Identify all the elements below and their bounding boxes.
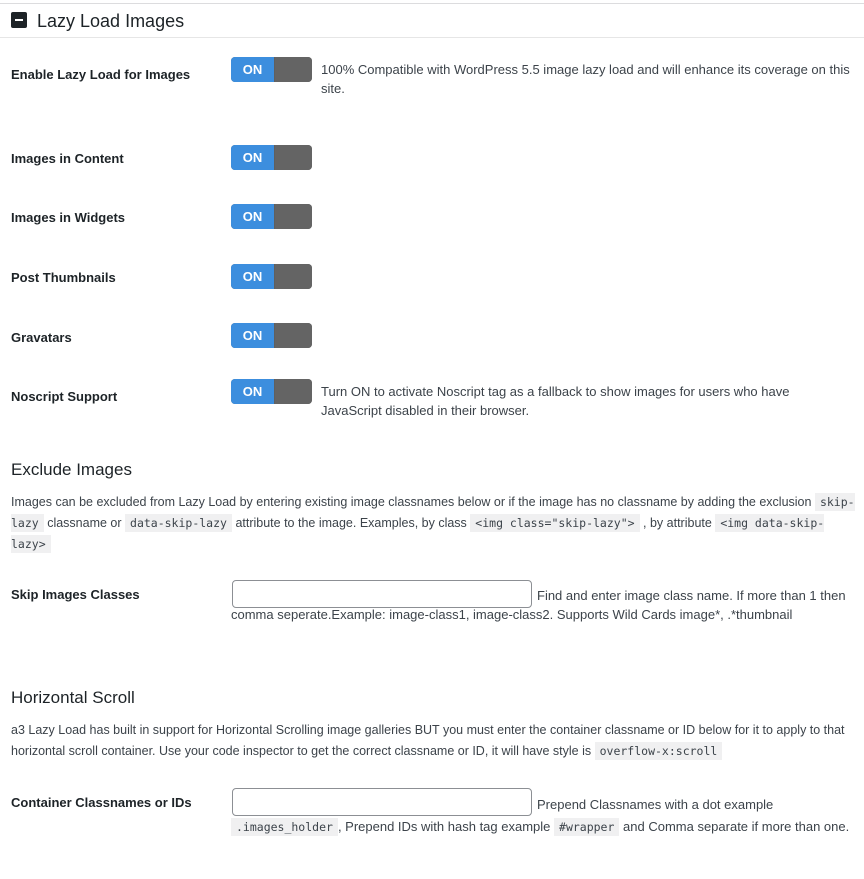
- container-desc-2: , Prepend IDs with hash tag example: [337, 819, 551, 834]
- exclude-images-help: [11, 492, 856, 555]
- code-class-example: <img class="skip-lazy">: [470, 514, 639, 532]
- enable-lazy-load-toggle[interactable]: [231, 57, 312, 82]
- toggle-knob: [275, 204, 312, 229]
- horizontal-scroll-help: [11, 720, 856, 762]
- post-thumbnails-label: Post Thumbnails: [11, 270, 116, 285]
- container-desc-3: and Comma separate if more than one.: [623, 819, 850, 834]
- toggle-knob: [275, 57, 312, 82]
- toggle-knob: [275, 323, 312, 348]
- toggle-knob: [275, 145, 312, 170]
- toggle-on-label: ON: [231, 323, 274, 348]
- images-in-content-toggle[interactable]: [231, 145, 312, 170]
- skip-images-classes-description: Find and enter image class name. If more than 1 then comma seperate.Example: image-class1, image-class2. Supports Wild Cards image*, .*thumbnail: [231, 588, 846, 622]
- exclude-text-3: attribute to the image. Examples, by class: [235, 516, 467, 530]
- post-thumbnails-toggle[interactable]: [231, 264, 312, 289]
- exclude-text-4: , by attribute: [643, 516, 712, 530]
- noscript-support-label: Noscript Support: [11, 389, 118, 404]
- code-wrapper: #wrapper: [554, 818, 619, 836]
- section-header[interactable]: [0, 4, 864, 38]
- toggle-knob: [275, 379, 312, 404]
- noscript-support-description: Turn ON to activate Noscript tag as a fallback to show images for users who have JavaScript disabled in their browser.: [321, 384, 790, 418]
- skip-images-classes-label: Skip Images Classes: [11, 587, 140, 602]
- code-data-skip-lazy: data-skip-lazy: [125, 514, 232, 532]
- container-classnames-description: [231, 794, 856, 838]
- collapse-icon[interactable]: [11, 12, 27, 28]
- toggle-on-label: ON: [231, 204, 274, 229]
- exclude-text-2: classname or: [47, 516, 122, 530]
- horizontal-scroll-title: Horizontal Scroll: [11, 688, 135, 707]
- code-overflow-x: overflow-x:scroll: [595, 742, 723, 760]
- toggle-on-label: ON: [231, 379, 274, 404]
- section-title: Lazy Load Images: [37, 11, 185, 31]
- enable-lazy-load-label: Enable Lazy Load for Images: [11, 67, 191, 82]
- horizontal-text-1: a3 Lazy Load has built in support for Horizontal Scrolling image galleries BUT you must enter the container classname or ID below for it to apply to that horizontal scroll container. Use your code inspector to get the correct classname or ID, it will have style is: [11, 723, 845, 758]
- gravatars-toggle[interactable]: [231, 323, 312, 348]
- exclude-images-title: Exclude Images: [11, 460, 132, 479]
- enable-lazy-load-description: 100% Compatible with WordPress 5.5 image lazy load and will enhance its coverage on this site.: [321, 62, 850, 96]
- toggle-on-label: ON: [231, 264, 274, 289]
- toggle-on-label: ON: [231, 145, 274, 170]
- toggle-on-label: ON: [231, 57, 274, 82]
- code-images-holder: .images_holder: [231, 818, 338, 836]
- noscript-support-toggle[interactable]: [231, 379, 312, 404]
- gravatars-label: Gravatars: [11, 330, 72, 345]
- toggle-knob: [275, 264, 312, 289]
- exclude-text-1: Images can be excluded from Lazy Load by entering existing image classnames below or if the image has no classname by adding the exclusion: [11, 495, 812, 509]
- container-classnames-label: Container Classnames or IDs: [11, 795, 192, 810]
- code-skip-lazy: skip-lazy: [11, 495, 855, 530]
- code-attribute-example: <img data-skip-lazy>: [11, 516, 825, 551]
- images-in-widgets-label: Images in Widgets: [11, 210, 126, 225]
- images-in-widgets-toggle[interactable]: [231, 204, 312, 229]
- images-in-content-label: Images in Content: [11, 151, 124, 166]
- container-desc-1: Prepend Classnames with a dot example: [537, 797, 774, 812]
